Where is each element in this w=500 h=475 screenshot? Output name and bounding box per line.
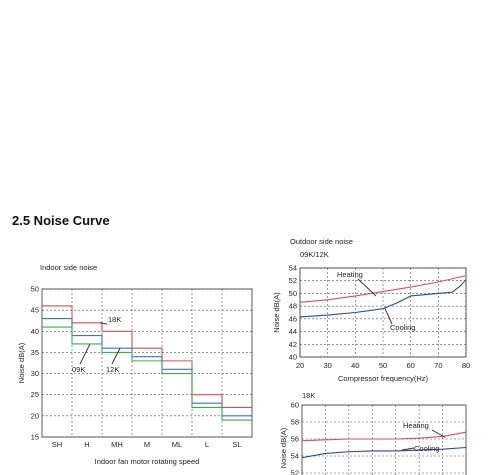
chart18k-series-label: Heating (403, 421, 429, 430)
outdoor-y-tick-label: 52 (288, 276, 297, 286)
indoor-series-label: 09K (72, 365, 86, 374)
chart18k-y-tick-label: 56 (290, 434, 299, 444)
indoor-x-tick-label: ML (171, 440, 183, 449)
outdoor-y-axis-label: Noise dB(A) (272, 292, 281, 333)
outdoor-x-axis-label: Compressor frequency(Hz) (337, 374, 429, 383)
outdoor-y-tick-label: 44 (288, 327, 297, 337)
outdoor-y-tick-label: 48 (288, 301, 297, 311)
indoor-chart-title: Indoor side noise (40, 263, 98, 272)
indoor-y-axis-label: Noise dB(A) (17, 342, 26, 384)
outdoor-x-tick-label: 40 (351, 361, 360, 370)
indoor-label-leader (80, 344, 90, 364)
indoor-x-tick-label: SH (51, 440, 63, 449)
chart18k-series-line (302, 432, 466, 441)
chart18k-y-tick-label: 58 (290, 417, 299, 427)
indoor-y-tick-label: 20 (30, 411, 39, 421)
indoor-y-tick-label: 30 (30, 369, 39, 379)
chart18k-y-tick-label: 52 (290, 468, 299, 475)
indoor-series-label: 12K (106, 365, 120, 374)
outdoor-x-tick-label: 50 (378, 361, 388, 370)
outdoor-y-tick-label: 46 (288, 314, 297, 324)
indoor-x-tick-label: MH (111, 440, 123, 449)
indoor-x-axis-label: Indoor fan motor rotating speed (94, 457, 200, 466)
indoor-y-tick-label: 15 (30, 432, 39, 442)
indoor-x-tick-label: SL (232, 440, 242, 449)
indoor-y-tick-label: 40 (30, 326, 39, 336)
indoor-x-tick-label: H (84, 440, 90, 449)
outdoor-x-tick-label: 70 (434, 361, 443, 370)
outdoor-x-tick-label: 20 (295, 361, 305, 370)
chart18k-y-tick-label: 60 (290, 400, 299, 410)
section-heading: 2.5 Noise Curve (12, 213, 110, 228)
indoor-y-tick-label: 45 (30, 305, 39, 315)
outdoor-y-tick-label: 50 (288, 288, 297, 298)
outdoor-label-leader (385, 309, 392, 324)
chart18k-y-tick-label: 54 (290, 451, 299, 461)
indoor-y-tick-label: 50 (30, 284, 39, 294)
outdoor-y-tick-label: 54 (288, 263, 297, 273)
outdoor-chart-title: Outdoor side noise (290, 237, 353, 246)
indoor-y-tick-label: 35 (30, 347, 39, 357)
indoor-y-tick-label: 25 (30, 390, 39, 400)
chart18k-series-label: Cooling (414, 444, 440, 453)
indoor-x-tick-label: L (204, 440, 210, 449)
indoor-series-label: 18K (108, 315, 122, 324)
indoor-label-leader (112, 348, 120, 364)
indoor-label-leader (100, 323, 107, 324)
chart18k-label-leader (402, 448, 414, 450)
outdoor-series-label: Cooling (390, 323, 416, 332)
indoor-x-tick-label: M (143, 440, 151, 449)
outdoor-x-tick-label: 80 (461, 361, 471, 370)
outdoor-x-tick-label: 30 (323, 361, 332, 370)
outdoor-chart-subtitle: 09K/12K (300, 250, 329, 259)
outdoor-series-label: Heating (337, 270, 363, 279)
outdoor-y-tick-label: 40 (288, 352, 297, 362)
indoor-plot-frame (42, 289, 252, 437)
outdoor-y-tick-label: 42 (288, 339, 297, 349)
outdoor-x-tick-label: 60 (406, 361, 415, 370)
chart18k-y-axis-label: Noise dB(A) (279, 427, 288, 469)
chart-18k-subtitle: 18K (302, 391, 316, 400)
